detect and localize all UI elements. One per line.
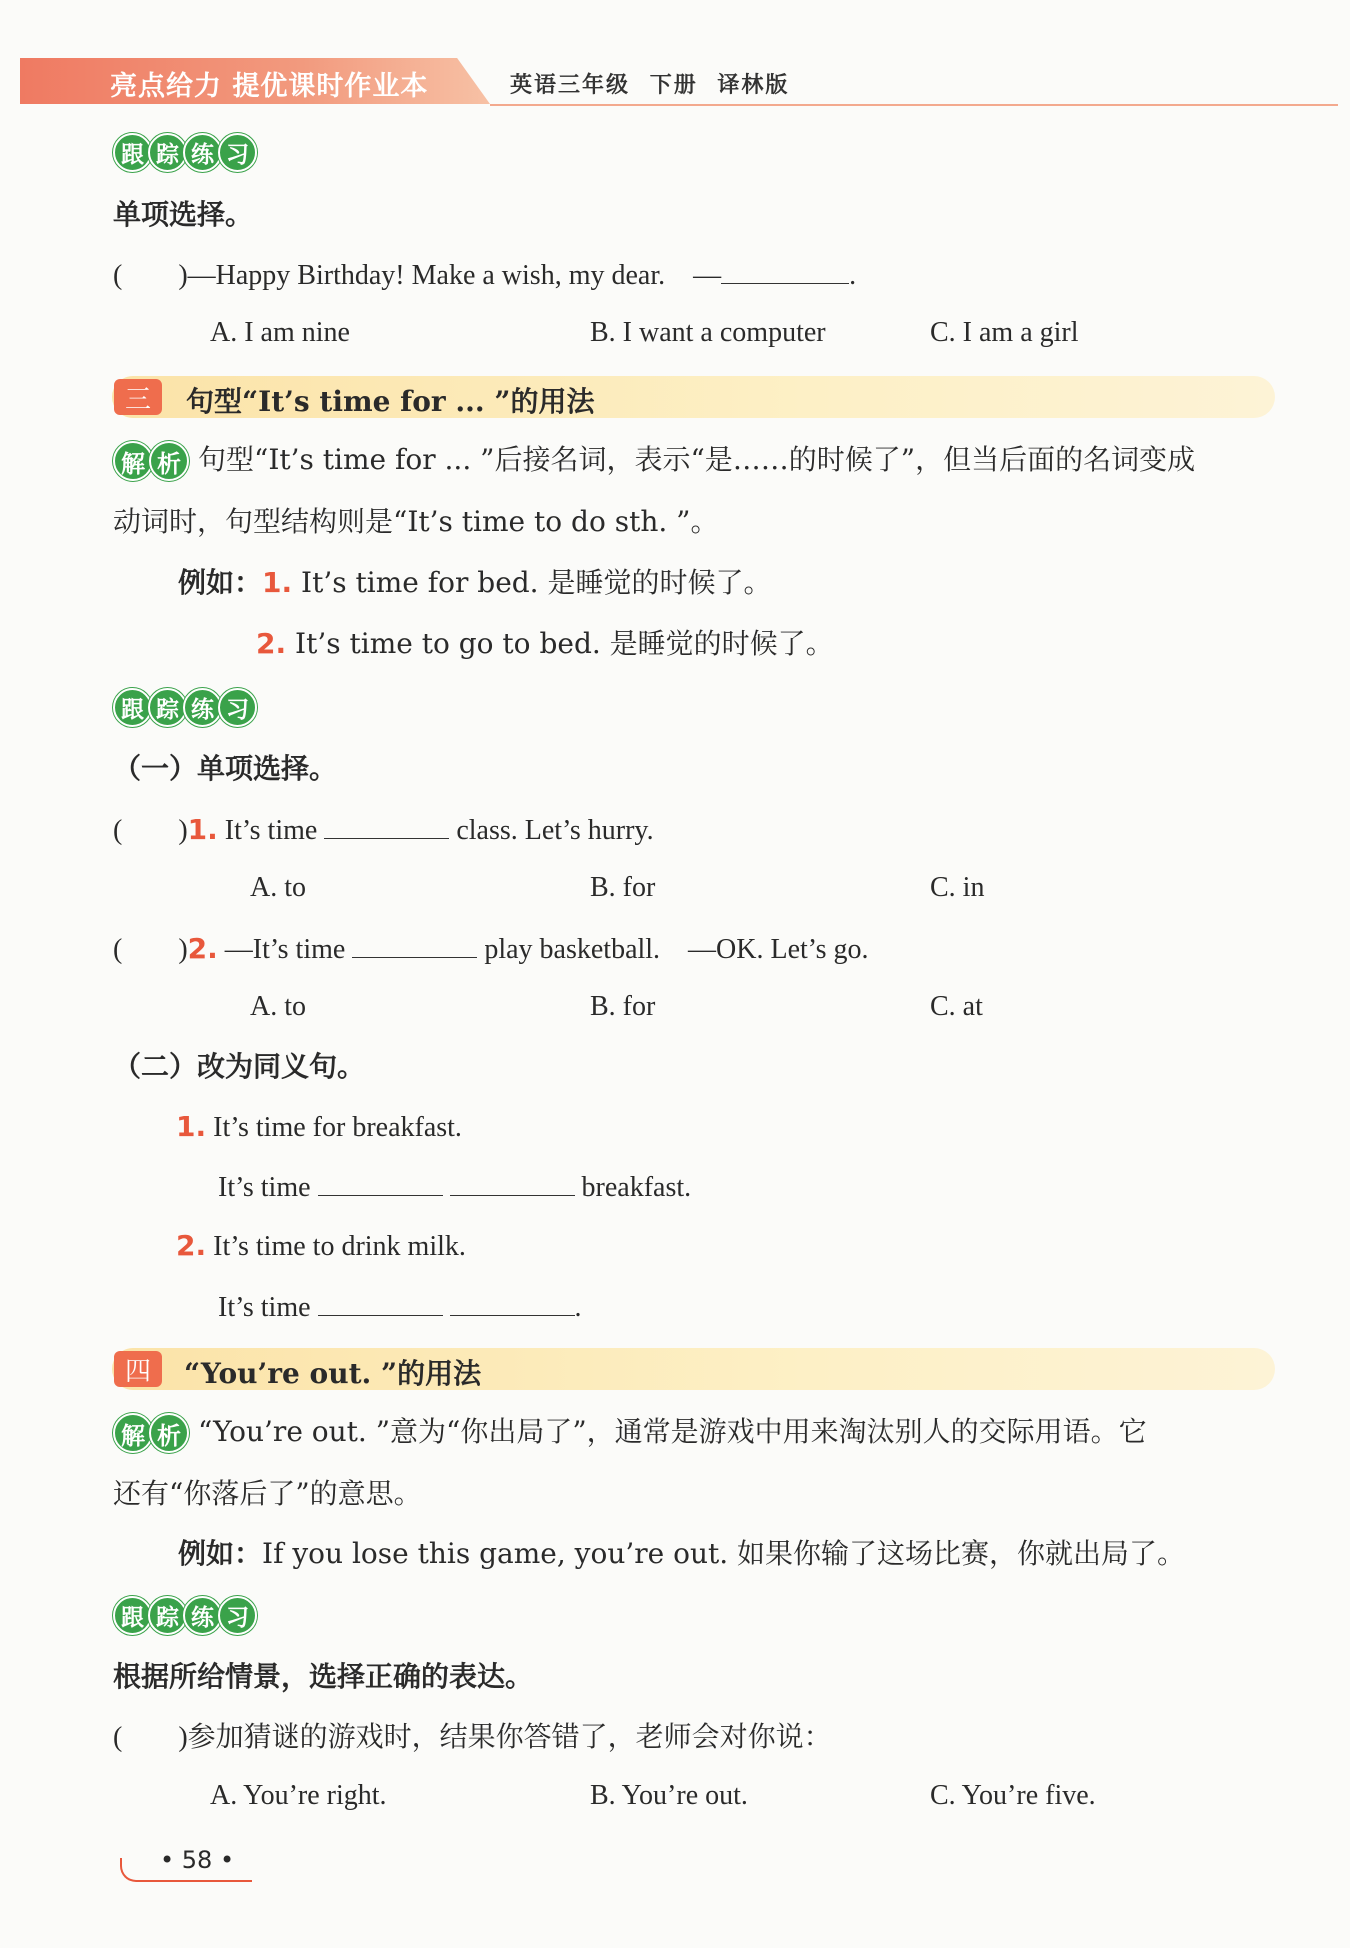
analysis-text: “You’re out. ”意为“你出局了”，通常是游戏中用来淘汰别人的交际用语。它 [198, 1415, 1147, 1448]
badge-char: 解 [113, 441, 153, 481]
section-title: “You’re out. ”的用法 [184, 1357, 482, 1390]
badge-char: 跟 [113, 1596, 152, 1635]
answer-blank[interactable] [352, 931, 477, 958]
badge-char: 习 [218, 1596, 257, 1635]
practice-badge [113, 130, 253, 174]
section-title: 句型“It’s time for ... ”的用法 [186, 385, 595, 418]
option-b: B. for [590, 872, 656, 903]
badge-char: 析 [149, 441, 189, 481]
edition: 译林版 [717, 73, 790, 98]
option-c: C. in [930, 872, 985, 903]
analysis-text: 句型“It’s time for ... ”后接名词，表示“是……的时候了”，但当后面的名词变成 [198, 443, 1196, 476]
answer-paren[interactable]: ( ) [113, 934, 188, 965]
part-title: （二）改为同义句。 [113, 1050, 366, 1083]
term: 下册 [649, 73, 698, 98]
question-s4: ( )参加猜谜的游戏时，结果你答错了，老师会对你说： [113, 1720, 832, 1753]
analysis-text: 动词时，句型结构则是“It’s time to do sth. ”。 [113, 505, 719, 538]
badge-char: 习 [218, 688, 257, 727]
badge-char: 解 [113, 1413, 153, 1453]
badge-char: 练 [183, 133, 222, 172]
answer-blank[interactable] [318, 1289, 443, 1316]
analysis-badge [113, 1413, 185, 1453]
answer-blank[interactable] [324, 812, 449, 839]
instruction: 根据所给情景，选择正确的表达。 [113, 1660, 534, 1693]
sentence-1: 1. It’s time for breakfast. [176, 1110, 462, 1143]
badge-char: 跟 [113, 688, 152, 727]
option-b: B. You’re out. [590, 1780, 748, 1811]
example-2: 2. It’s time to go to bed. 是睡觉的时候了。 [256, 627, 834, 660]
example-1: 例如：1. It’s time for bed. 是睡觉的时候了。 [178, 566, 772, 599]
badge-char: 踪 [148, 688, 187, 727]
sentence-2: 2. It’s time to drink milk. [176, 1229, 466, 1262]
question-s3-1: ( )1. It’s time class. Let’s hurry. [113, 813, 654, 846]
option-b: B. for [590, 991, 656, 1022]
example: 例如：If you lose this game, you’re out. 如果你输了这场比赛，你就出局了。 [178, 1537, 1186, 1570]
sentence-2-rewrite: It’s time . [218, 1289, 582, 1325]
answer-paren[interactable]: ( ) [113, 1722, 188, 1753]
option-b: B. I want a computer [590, 317, 826, 348]
header-divider [490, 104, 1338, 106]
practice-badge [113, 1593, 253, 1637]
answer-blank[interactable] [450, 1289, 575, 1316]
answer-blank[interactable] [450, 1169, 575, 1196]
answer-blank[interactable] [318, 1169, 443, 1196]
subject: 英语三年级 [510, 73, 631, 98]
sentence-1-rewrite: It’s time breakfast. [218, 1169, 691, 1205]
section-number: 三 [114, 379, 162, 415]
option-a: A. You’re right. [210, 1780, 387, 1811]
question-s3-2: ( )2. —It’s time play basketball. —OK. Let’s go. [113, 932, 869, 965]
option-c: C. You’re five. [930, 1780, 1096, 1811]
instruction: 单项选择。 [113, 198, 254, 231]
option-a: A. I am nine [210, 317, 350, 348]
badge-char: 跟 [113, 133, 152, 172]
badge-char: 踪 [148, 133, 187, 172]
option-a: A. to [250, 991, 306, 1022]
answer-paren[interactable]: ( ) [113, 260, 188, 291]
page-number: • 58 • [160, 1846, 235, 1874]
option-c: C. at [930, 991, 983, 1022]
header-info [510, 68, 789, 99]
practice-badge [113, 685, 253, 729]
analysis-text: 还有“你落后了”的意思。 [113, 1477, 422, 1510]
badge-char: 练 [183, 688, 222, 727]
section-number: 四 [114, 1351, 162, 1387]
option-c: C. I am a girl [930, 317, 1079, 348]
analysis-badge [113, 441, 185, 481]
answer-paren[interactable]: ( ) [113, 815, 188, 846]
badge-char: 析 [149, 1413, 189, 1453]
question-1: ( )—Happy Birthday! Make a wish, my dear. — . [113, 257, 856, 293]
answer-blank[interactable] [721, 257, 849, 284]
book-title: 亮点给力 提优课时作业本 [110, 71, 429, 102]
part-title: （一）单项选择。 [113, 752, 338, 785]
option-a: A. to [250, 872, 306, 903]
badge-char: 练 [183, 1596, 222, 1635]
badge-char: 习 [218, 133, 257, 172]
badge-char: 踪 [148, 1596, 187, 1635]
